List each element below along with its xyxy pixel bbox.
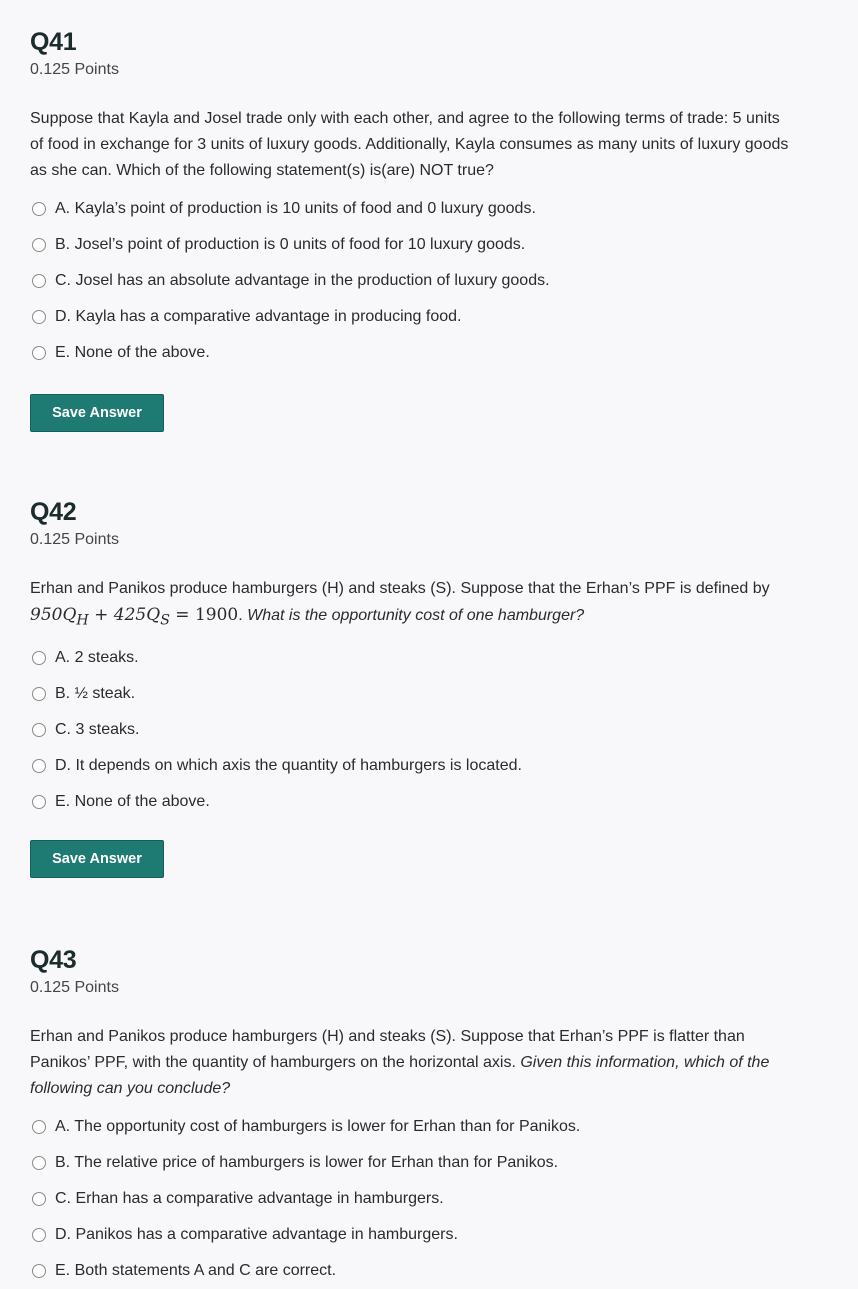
option-d[interactable] (30, 748, 820, 784)
option-label: E. None of the above. (55, 793, 210, 811)
question-text-italic: Given this information, which of the following can you conclude? (30, 1054, 770, 1097)
question-text (30, 1024, 795, 1102)
option-a[interactable] (30, 191, 820, 227)
question-title: Q42 (30, 498, 77, 526)
option-c[interactable] (30, 712, 820, 748)
option-c[interactable] (30, 263, 820, 299)
option-b[interactable] (30, 227, 820, 263)
question-text-part: Erhan and Panikos produce hamburgers (H) and steaks (S). Suppose that the Erhan’s PPF is defined by (30, 580, 770, 597)
radio-button[interactable] (32, 1228, 46, 1242)
option-label: B. Josel’s point of production is 0 units of food for 10 luxury goods. (55, 236, 526, 253)
option-b[interactable] (30, 1145, 820, 1181)
question-text (30, 576, 795, 633)
question-points: 0.125 Points (30, 61, 119, 78)
question-q43 (30, 946, 820, 1289)
option-d[interactable] (30, 1217, 820, 1253)
question-q41 (30, 28, 820, 371)
question-text-italic: What is the opportunity cost of one hamburger? (247, 607, 585, 624)
option-e[interactable] (30, 1253, 820, 1289)
option-label: B. ½ steak. (55, 685, 136, 703)
save-answer-button-q41[interactable]: Save Answer (30, 394, 164, 432)
equation-subscript: H (76, 612, 89, 629)
answer-options (30, 1109, 820, 1289)
option-d[interactable] (30, 299, 820, 335)
answer-options (30, 640, 820, 820)
ppf-equation (30, 605, 239, 629)
question-text: Suppose that Kayla and Josel trade only with each other, and agree to the following terms of trade: 5 units of food in exchange for 3 units of luxury goods. Additionally, Kayla consumes as many units of luxury goods as she can. Which of the following statement(s) is(are) NOT true? (30, 110, 789, 179)
option-c[interactable] (30, 1181, 820, 1217)
option-label: E. None of the above. (55, 344, 210, 361)
option-label: D. Kayla has a comparative advantage in producing food. (55, 308, 462, 325)
question-q42 (30, 498, 820, 820)
option-a[interactable] (30, 640, 820, 676)
option-b[interactable] (30, 676, 820, 712)
radio-button[interactable] (32, 310, 46, 324)
option-label: A. Kayla’s point of production is 10 units of food and 0 luxury goods. (55, 200, 536, 217)
option-label: A. 2 steaks. (55, 649, 139, 667)
question-points: 0.125 Points (30, 531, 119, 548)
save-answer-button-q42[interactable]: Save Answer (30, 840, 164, 878)
radio-button[interactable] (32, 1120, 46, 1134)
equation-subscript: S (160, 612, 170, 629)
radio-button[interactable] (32, 759, 46, 773)
option-e[interactable] (30, 335, 820, 371)
question-title: Q43 (30, 946, 77, 974)
radio-button[interactable] (32, 274, 46, 288)
radio-button[interactable] (32, 795, 46, 809)
question-text-part: . (238, 607, 248, 624)
question-text-part: Erhan and Panikos produce hamburgers (H) and steaks (S). Suppose that Erhan’s PPF is flatter than Panikos’ PPF, with the quantity of hamburgers on the horizontal axis. (30, 1028, 745, 1071)
option-label: E. Both statements A and C are correct. (55, 1262, 337, 1279)
option-a[interactable] (30, 1109, 820, 1145)
option-label: C. Erhan has a comparative advantage in hamburgers. (55, 1190, 444, 1207)
equation-term: + 425Q (88, 605, 161, 625)
option-label: C. 3 steaks. (55, 721, 140, 739)
question-points: 0.125 Points (30, 979, 119, 996)
option-label: D. Panikos has a comparative advantage in hamburgers. (55, 1226, 458, 1243)
radio-button[interactable] (32, 238, 46, 252)
radio-button[interactable] (32, 723, 46, 737)
question-title: Q41 (30, 28, 77, 56)
equation-term: 950Q (30, 605, 77, 625)
radio-button[interactable] (32, 1264, 46, 1278)
option-label: D. It depends on which axis the quantity of hamburgers is located. (55, 757, 522, 775)
answer-options (30, 191, 820, 371)
option-label: C. Josel has an absolute advantage in the production of luxury goods. (55, 272, 550, 289)
radio-button[interactable] (32, 687, 46, 701)
radio-button[interactable] (32, 1192, 46, 1206)
radio-button[interactable] (32, 202, 46, 216)
radio-button[interactable] (32, 1156, 46, 1170)
equation-term: = 1900 (169, 605, 239, 625)
option-e[interactable] (30, 784, 820, 820)
option-label: B. The relative price of hamburgers is lower for Erhan than for Panikos. (55, 1154, 559, 1171)
radio-button[interactable] (32, 346, 46, 360)
option-label: A. The opportunity cost of hamburgers is lower for Erhan than for Panikos. (55, 1118, 581, 1135)
radio-button[interactable] (32, 651, 46, 665)
